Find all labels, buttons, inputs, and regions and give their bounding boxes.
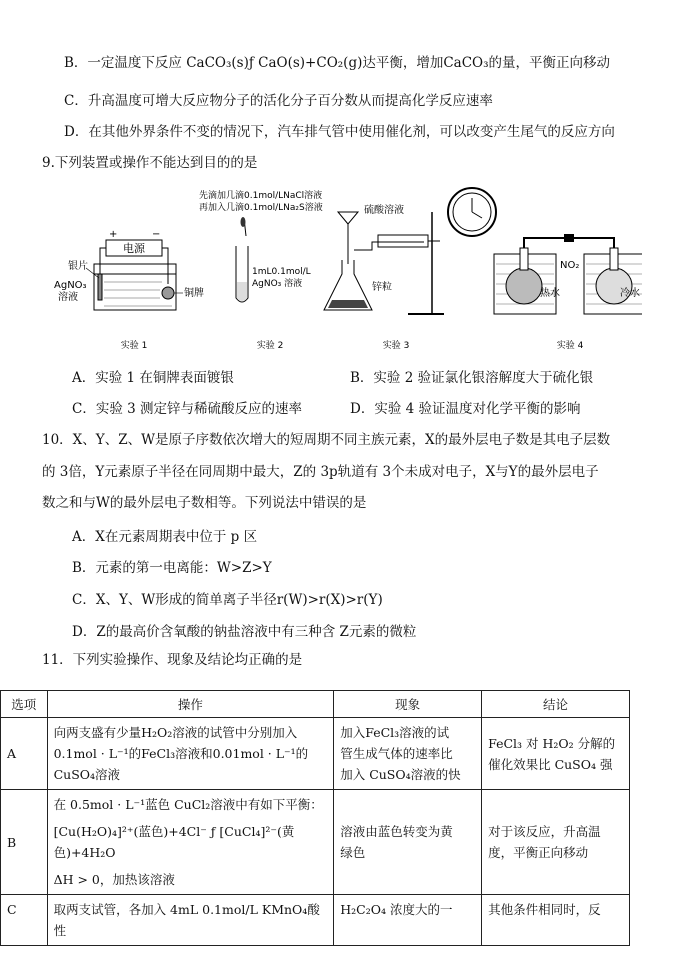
row-c-conclusion: 其他条件相同时，反 — [482, 895, 630, 946]
table-row — [1, 718, 630, 790]
row-b-phenomenon: 溶液由蓝色转变为黄 绿色 — [334, 790, 482, 895]
row-b-conclusion: 对于该反应，升高温 度，平衡正向移动 — [482, 790, 630, 895]
row-a-conclusion: FeCl₃ 对 H₂O₂ 分解的 催化效果比 CuSO₄ 强 — [482, 718, 630, 790]
experiment-1-apparatus — [54, 229, 204, 310]
caption-exp1: 实验 1 — [120, 341, 148, 351]
q10-option-a: A．X在元素周期表中位于 p 区 — [72, 529, 258, 545]
q11-table — [0, 690, 630, 946]
experiment-2-apparatus — [199, 189, 323, 302]
cold-water-label: 冷水 — [620, 288, 640, 299]
header-conclusion: 结论 — [482, 691, 630, 718]
header-option: 选项 — [1, 691, 48, 718]
header-phenomenon: 现象 — [334, 691, 482, 718]
q9-option-c: C．实验 3 测定锌与稀硫酸反应的速率 — [72, 401, 303, 417]
q8-option-c: C．升高温度可增大反应物分子的活化分子百分数从而提高化学反应速率 — [64, 93, 493, 109]
row-a-phenomenon: 加入FeCl₃溶液的试 管生成气体的速率比 加入 CuSO₄溶液的快 — [334, 718, 482, 790]
row-b-option: B — [1, 790, 48, 895]
caption-exp2: 实验 2 — [256, 341, 284, 351]
q10-stem-line-1: 10．X、Y、Z、W是原子序数依次增大的短周期不同主族元素，X的最外层电子数是其电子层数 — [42, 432, 611, 448]
q8-option-b: B．一定温度下反应 CaCO₃(s)ƒ CaO(s)+CO₂(g)达平衡，增加CaCO₃的量，平衡正向移动 — [64, 55, 611, 71]
experiment-3-apparatus — [324, 188, 496, 314]
hot-water-label: 热水 — [540, 288, 560, 299]
q9-experiment-figure — [42, 182, 642, 352]
row-c-operation: 取两支试管，各加入 4mL 0.1mol/L KMnO₄酸性 — [47, 895, 334, 946]
q9-stem: 9.下列装置或操作不能达到目的的是 — [42, 155, 258, 171]
row-a-option: A — [1, 718, 48, 790]
exp2-tube-label-1: 1mL0.1mol/L — [252, 267, 311, 277]
experiment-4-apparatus — [494, 234, 642, 314]
table-header-row — [1, 691, 630, 718]
q10-option-c: C．X、Y、W形成的简单离子半径r(W)>r(X)>r(Y) — [72, 592, 383, 608]
svg-text:−: − — [152, 229, 161, 240]
q9-option-d: D．实验 4 验证温度对化学平衡的影响 — [350, 401, 581, 417]
zinc-label: 锌粒 — [372, 282, 392, 293]
power-label: 电源 — [123, 242, 145, 255]
caption-exp4: 实验 4 — [556, 341, 584, 351]
agno3-label: AgNO₃ — [54, 280, 87, 291]
exp2-top-label-1: 先滴加几滴0.1mol/LNaCl溶液 — [199, 191, 323, 201]
row-c-option: C — [1, 895, 48, 946]
q10-option-d: D．Z的最高价含氧酸的钠盐溶液中有三种含 Z元素的微粒 — [72, 624, 417, 640]
header-operation: 操作 — [47, 691, 334, 718]
q10-stem-line-3: 数之和与W的最外层电子数相等。下列说法中错误的是 — [42, 495, 367, 511]
row-c-phenomenon: H₂C₂O₄ 浓度大的一 — [334, 895, 482, 946]
svg-text:+: + — [109, 229, 118, 240]
table-row — [1, 790, 630, 895]
no2-label: NO₂ — [560, 260, 580, 271]
caption-exp3: 实验 3 — [382, 341, 410, 351]
sulfuric-acid-label: 硫酸溶液 — [364, 205, 404, 216]
copper-label: 铜牌 — [184, 288, 204, 299]
silver-label: 银片 — [68, 261, 88, 272]
exp2-top-label-2: 再加入几滴0.1mol/LNa₂S溶液 — [199, 203, 323, 213]
q10-stem-line-2: 的 3倍，Y元素原子半径在同周期中最大，Z的 3p轨道有 3个未成对电子，X与Y的最外层电子 — [42, 464, 599, 480]
row-a-operation: 向两支盛有少量H₂O₂溶液的试管中分别加入 0.1mol · L⁻¹的FeCl₃溶液和0.01mol · L⁻¹的 CuSO₄溶液 — [47, 718, 334, 790]
exp2-tube-label-2: AgNO₃ 溶液 — [252, 279, 303, 289]
q10-option-b: B．元素的第一电离能：W>Z>Y — [72, 560, 272, 576]
table-row — [1, 895, 630, 946]
q8-option-d: D．在其他外界条件不变的情况下，汽车排气管中使用催化剂，可以改变产生尾气的反应方向 — [64, 124, 615, 140]
svg-text:溶液: 溶液 — [58, 292, 78, 303]
row-b-operation: 在 0.5mol · L⁻¹蓝色 CuCl₂溶液中有如下平衡： [Cu(H₂O)₄]²⁺(蓝色)+4Cl⁻ ƒ [CuCl₄]²⁻(黄色)+4H₂O ΔH > 0，加热该溶液 — [47, 790, 334, 895]
q11-stem: 11．下列实验操作、现象及结论均正确的是 — [42, 652, 303, 668]
q9-option-a: A．实验 1 在铜牌表面镀银 — [72, 370, 234, 386]
q9-option-b: B．实验 2 验证氯化银溶解度大于硫化银 — [350, 370, 594, 386]
